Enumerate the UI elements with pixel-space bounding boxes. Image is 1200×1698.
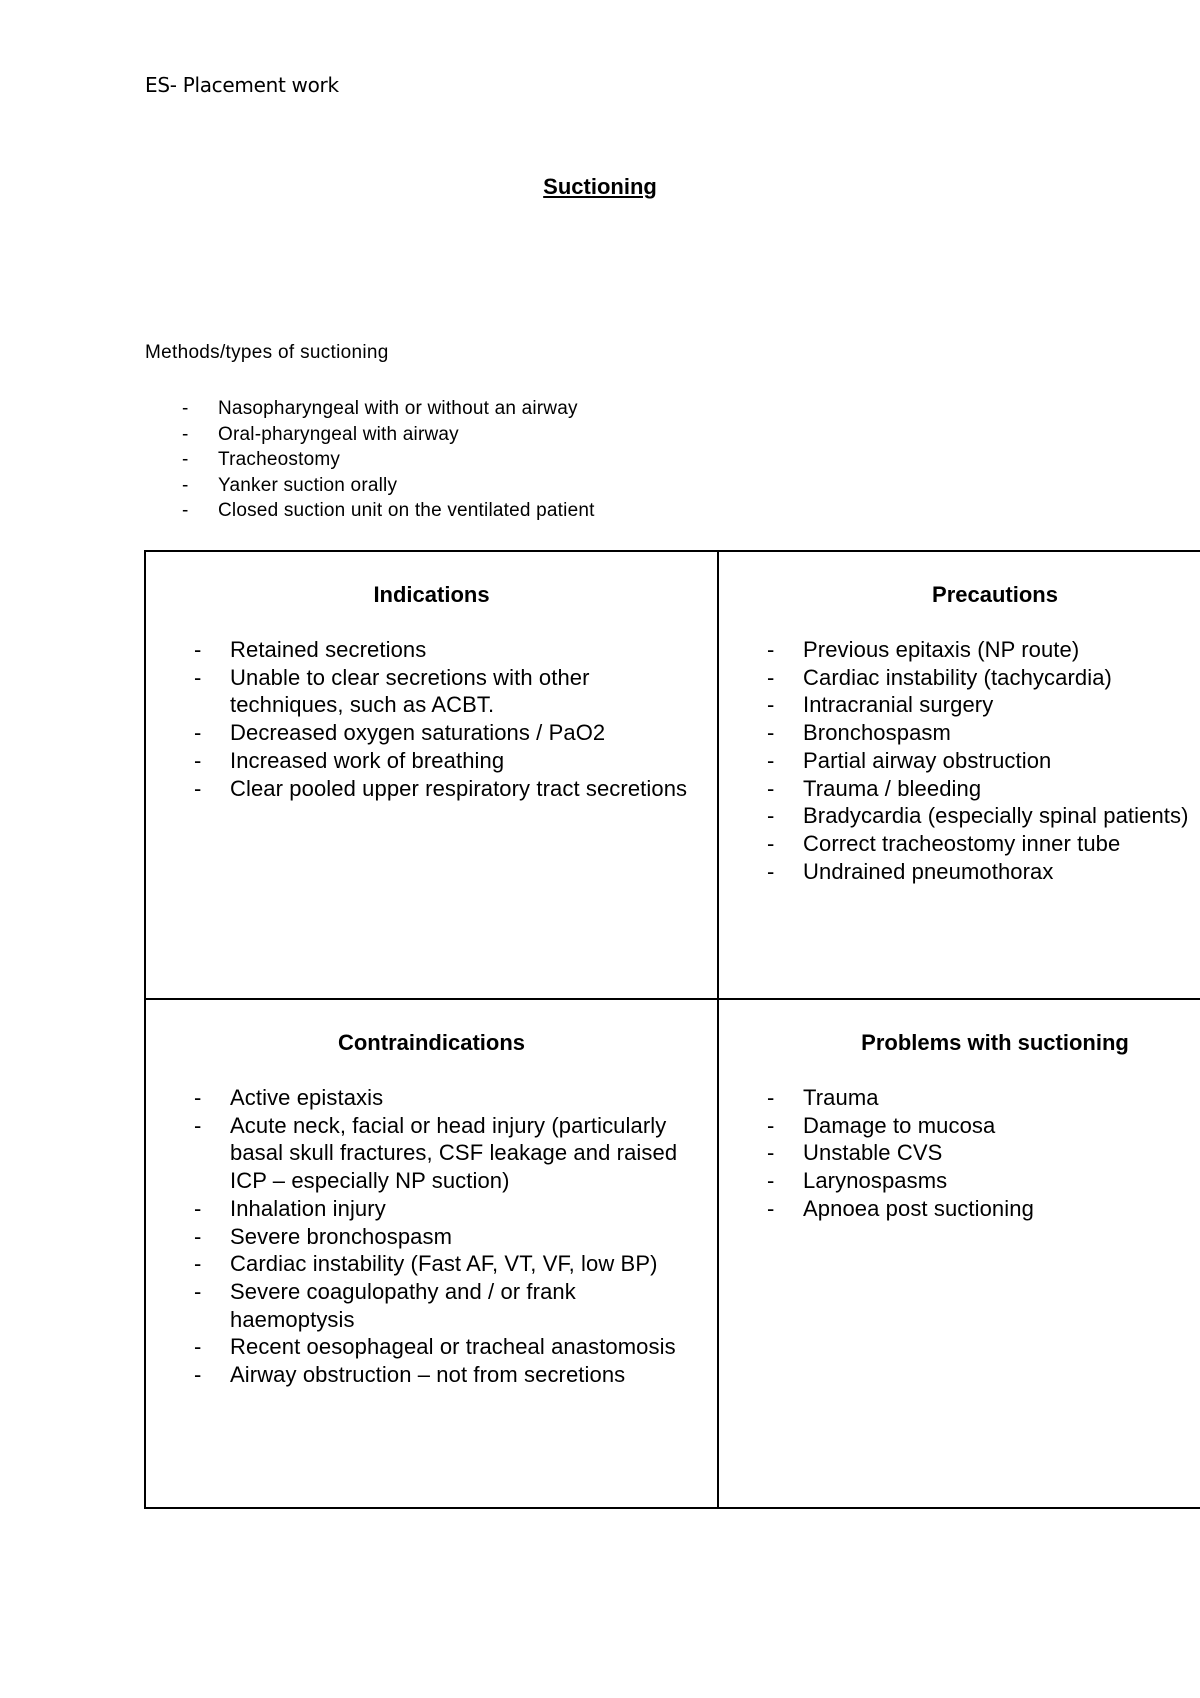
problems-list	[719, 1084, 1200, 1223]
list-item: - Unable to clear secretions with other techniques, such as ACBT.	[194, 664, 590, 718]
list-item: - Nasopharyngeal with or without an airway	[145, 396, 595, 422]
list-item: - Cardiac instability (Fast AF, VT, VF, low BP)	[194, 1251, 658, 1277]
list-item: - Oral-pharyngeal with airway	[145, 422, 595, 448]
list-item: - Closed suction unit on the ventilated patient	[145, 498, 595, 524]
precautions-cell	[719, 552, 1200, 1000]
list-item: - Trauma	[767, 1085, 879, 1110]
list-item: - Trauma / bleeding	[767, 775, 982, 801]
document-header: ES- Placement work	[145, 73, 339, 97]
indications-cell	[146, 552, 719, 1000]
list-item: - Inhalation injury	[194, 1195, 386, 1221]
precautions-title: Precautions	[932, 582, 1058, 607]
list-item: - Apnoea post suctioning	[767, 1195, 1034, 1221]
list-item: - Retained secretions	[194, 637, 427, 662]
list-item: - Airway obstruction – not from secretions	[194, 1362, 626, 1388]
summary-table	[144, 550, 1200, 1509]
bullet-dash: -	[182, 423, 189, 445]
methods-list	[145, 396, 595, 524]
list-item: - Correct tracheostomy inner tube	[767, 830, 1121, 856]
list-item: - Unstable CVS	[767, 1140, 943, 1166]
list-item: - Previous epitaxis (NP route)	[767, 637, 1080, 662]
list-item: - Damage to mucosa	[767, 1112, 996, 1138]
problems-title: Problems with suctioning	[861, 1030, 1129, 1055]
bullet-dash: -	[182, 449, 189, 470]
bullet-dash: -	[182, 398, 189, 419]
list-item: - Undrained pneumothorax	[767, 858, 1054, 884]
problems-cell	[719, 1000, 1200, 1509]
list-item: - Severe coagulopathy and / or frank haemoptysis	[194, 1278, 576, 1332]
page-title: Suctioning	[543, 174, 657, 199]
list-item: - Severe bronchospasm	[194, 1223, 453, 1249]
list-item: - Partial airway obstruction	[767, 747, 1052, 773]
list-item: - Yanker suction orally	[145, 473, 595, 499]
list-item: - Tracheostomy	[145, 447, 595, 473]
precautions-list	[719, 636, 1200, 885]
methods-heading: Methods/types of suctioning	[145, 342, 389, 363]
bullet-dash: -	[182, 474, 189, 496]
list-item: - Bronchospasm	[767, 720, 951, 746]
list-item: - Increased work of breathing	[194, 747, 505, 773]
list-item: - Recent oesophageal or tracheal anastomosis	[194, 1334, 676, 1360]
list-item: - Active epistaxis	[194, 1085, 384, 1110]
list-item: - Cardiac instability (tachycardia)	[767, 664, 1112, 690]
list-item: - Clear pooled upper respiratory tract secretions	[194, 775, 688, 801]
indications-title: Indications	[373, 582, 490, 607]
list-item: - Intracranial surgery	[767, 692, 994, 718]
contraindications-list	[146, 1084, 706, 1389]
contraindications-cell	[146, 1000, 719, 1509]
bullet-dash: -	[182, 500, 189, 521]
list-item: - Decreased oxygen saturations / PaO2	[194, 720, 606, 746]
list-item: - Acute neck, facial or head injury (particularly basal skull fractures, CSF leakage and raised ICP – especially NP suction)	[194, 1112, 678, 1194]
contraindications-title: Contraindications	[337, 1030, 525, 1055]
list-item: - Bradycardia (especially spinal patients)	[767, 803, 1189, 829]
list-item: - Larynospasms	[767, 1168, 948, 1194]
indications-list	[146, 636, 706, 802]
